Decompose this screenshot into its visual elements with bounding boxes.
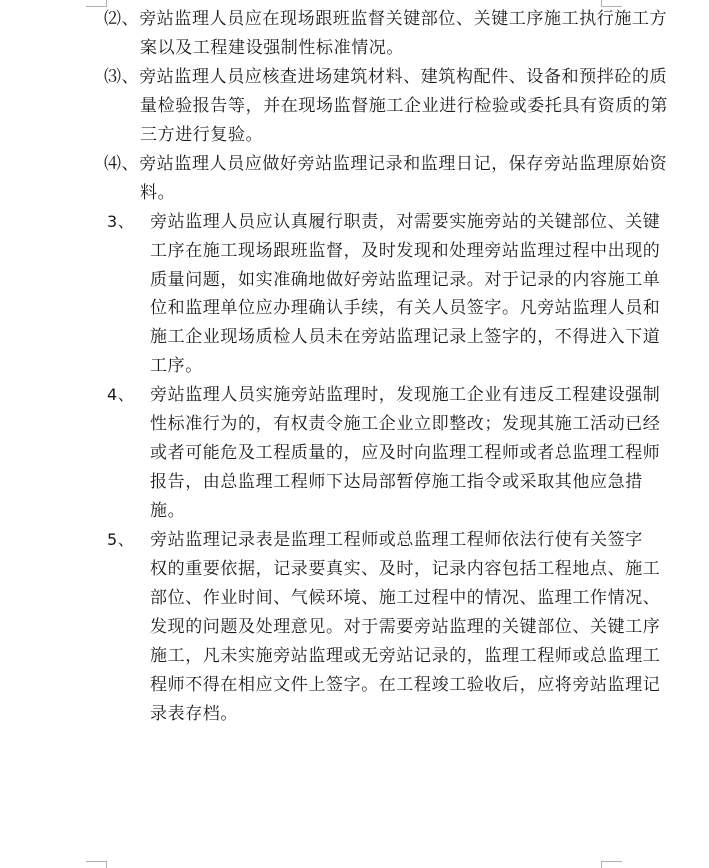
page-corner-mark-top-right bbox=[601, 0, 622, 7]
text-line: 量检验报告等，并在现场监督施工企业进行检验或委托具有资质的第 bbox=[140, 96, 668, 116]
text-line: 部位、作业时间、气候环境、施工过程中的情况、监理工作情况、 bbox=[150, 588, 661, 608]
text-line: 工序。 bbox=[150, 356, 203, 376]
page-corner-mark-top-left bbox=[86, 0, 107, 7]
page-corner-mark-bottom-left bbox=[86, 861, 107, 868]
text-line: 或者可能危及工程质量的，应及时向监理工程师或者总监理工程师 bbox=[150, 443, 661, 463]
text-line: 施工，凡未实施旁站监理或无旁站记录的，监理工程师或总监理工 bbox=[150, 646, 661, 666]
text-line: 工序在施工现场跟班监督，及时发现和处理旁站监理过程中出现的 bbox=[150, 241, 661, 261]
text-line: 案以及工程建设强制性标准情况。 bbox=[140, 38, 404, 58]
text-line: 位和监理单位应办理确认手续，有关人员签字。凡旁站监理人员和 bbox=[150, 298, 661, 318]
text-line: ⑷、旁站监理人员应做好旁站监理记录和监理日记，保存旁站监理原始资 bbox=[104, 154, 668, 174]
text-line: 报告，由总监理工程师下达局部暂停施工指令或采取其他应急措 bbox=[150, 472, 643, 492]
text-line: 料。 bbox=[140, 183, 176, 203]
text-line: 质量问题，如实准确地做好旁站监理记录。对于记录的内容施工单 bbox=[150, 270, 661, 290]
text-line: 旁站监理人员实施旁站监理时，发现施工企业有违反工程建设强制 bbox=[150, 385, 661, 405]
text-line: 旁站监理人员应认真履行职责，对需要实施旁站的关键部位、关键 bbox=[150, 212, 661, 232]
text-line: 程师不得在相应文件上签字。在工程竣工验收后，应将旁站监理记 bbox=[150, 675, 661, 695]
text-line: 旁站监理记录表是监理工程师或总监理工程师依法行使有关签字 bbox=[150, 530, 643, 550]
text-line: 性标准行为的，有权责令施工企业立即整改；发现其施工活动已经 bbox=[150, 414, 661, 434]
page-corner-mark-bottom-right bbox=[601, 861, 622, 868]
item-number: 5、 bbox=[107, 530, 135, 549]
text-line: 录表存档。 bbox=[150, 704, 238, 724]
item-number: 4、 bbox=[107, 385, 135, 404]
text-line: ⑶、旁站监理人员应核查进场建筑材料、建筑构配件、设备和预拌砼的质 bbox=[104, 67, 668, 87]
text-line: 发现的问题及处理意见。对于需要旁站监理的关键部位、关键工序 bbox=[150, 617, 661, 637]
text-line: ⑵、旁站监理人员应在现场跟班监督关键部位、关键工序施工执行施工方 bbox=[104, 9, 668, 29]
text-line: 权的重要依据，记录要真实、及时，记录内容包括工程地点、施工 bbox=[150, 559, 661, 579]
text-line: 三方进行复验。 bbox=[140, 125, 264, 145]
item-number: 3、 bbox=[107, 212, 135, 231]
text-line: 施。 bbox=[150, 501, 186, 521]
text-line: 施工企业现场质检人员未在旁站监理记录上签字的，不得进入下道 bbox=[150, 327, 661, 347]
